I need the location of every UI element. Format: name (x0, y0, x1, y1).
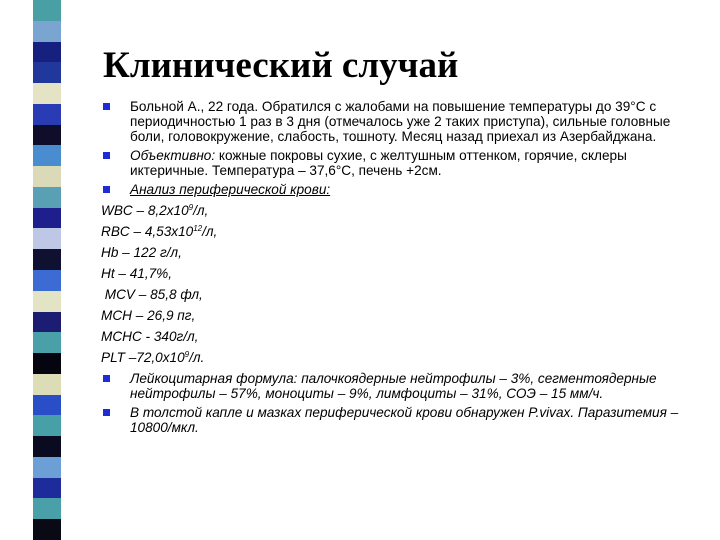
mch-line: MCH – 26,9 пг, (101, 308, 196, 323)
rbc-unit: /л, (202, 224, 218, 239)
smear-item (101, 405, 699, 435)
stripe-segment (33, 519, 61, 540)
stripe-segment (33, 104, 61, 125)
stripe-segment (33, 415, 61, 436)
wbc-value: WBC – 8,2x10 (101, 203, 189, 218)
wbc-line (101, 203, 699, 218)
stripe-segment (33, 145, 61, 166)
slide-title: Клинический случай (103, 45, 459, 86)
objective-item (101, 148, 699, 178)
stripe-segment (33, 312, 61, 332)
bullet-square-icon (103, 409, 110, 416)
stripe-segment (33, 228, 61, 249)
stripe-segment (33, 270, 61, 291)
complaint-text: Больной А., 22 года. Обратился с жалобами на повышение температуры до 39°С с периодичностью 1 раз в 3 дня (отмечалось уже 2 таких приступа), сильные головные боли, головокружение, слабость, тошноту. Месяц назад приехал из Азербайджана. (130, 99, 671, 144)
complaint-item (101, 99, 699, 144)
stripe-segment (33, 166, 61, 187)
stripe-segment (33, 83, 61, 104)
bullet-square-icon (103, 375, 110, 382)
smear-text: В толстой капле и мазках периферической крови обнаружен P.vivax. Паразитемия – 10800/мкл. (130, 405, 679, 435)
objective-text: кожные покровы сухие, с желтушным оттенком, горячие, склеры иктеричные. Температура – 37,6°С, печень +2см. (130, 148, 627, 178)
stripe-segment (33, 125, 61, 145)
leukocyte-formula-text: Лейкоцитарная формула: палочкоядерные нейтрофилы – 3%, сегментоядерные нейтрофилы – 57%, моноциты – 9%, лимфоциты – 31%, СОЭ – 15 мм/ч. (130, 371, 657, 401)
wbc-unit: /л, (193, 203, 209, 218)
objective-label: Объективно: (130, 148, 216, 163)
stripe-segment (33, 498, 61, 519)
leukocyte-formula-item (101, 371, 699, 401)
stripe-segment (33, 374, 61, 395)
plt-unit: /л. (189, 350, 205, 365)
mchc-line: MCHC - 340г/л, (101, 329, 199, 344)
slide-content (101, 99, 699, 439)
stripe-segment (33, 62, 61, 83)
bullet-square-icon (103, 186, 110, 193)
ht-line: Ht – 41,7%, (101, 266, 173, 281)
stripe-segment (33, 0, 61, 21)
plt-line (101, 350, 699, 365)
stripe-segment (33, 395, 61, 415)
stripe-segment (33, 42, 61, 62)
stripe-segment (33, 249, 61, 270)
blood-analysis-label: Анализ периферической крови: (130, 182, 331, 197)
stripe-segment (33, 353, 61, 374)
stripe-segment (33, 21, 61, 42)
stripe-segment (33, 208, 61, 228)
stripe-segment (33, 291, 61, 312)
blood-analysis-item (101, 182, 699, 197)
wbc-exponent: 9 (188, 203, 194, 212)
rbc-exponent: 12 (193, 224, 203, 233)
rbc-value: RBC – 4,53x10 (101, 224, 194, 239)
stripe-segment (33, 436, 61, 457)
rbc-line (101, 224, 699, 239)
mcv-line: MCV – 85,8 фл, (101, 287, 203, 302)
hb-line: Hb – 122 г/л, (101, 245, 182, 260)
stripe-segment (33, 457, 61, 478)
plt-value: PLT –72,0x10 (101, 350, 185, 365)
bullet-square-icon (103, 152, 110, 159)
bullet-square-icon (103, 103, 110, 110)
stripe-segment (33, 187, 61, 208)
stripe-segment (33, 478, 61, 498)
decorative-stripe (33, 0, 61, 540)
stripe-segment (33, 332, 61, 353)
plt-exponent: 9 (184, 350, 190, 359)
